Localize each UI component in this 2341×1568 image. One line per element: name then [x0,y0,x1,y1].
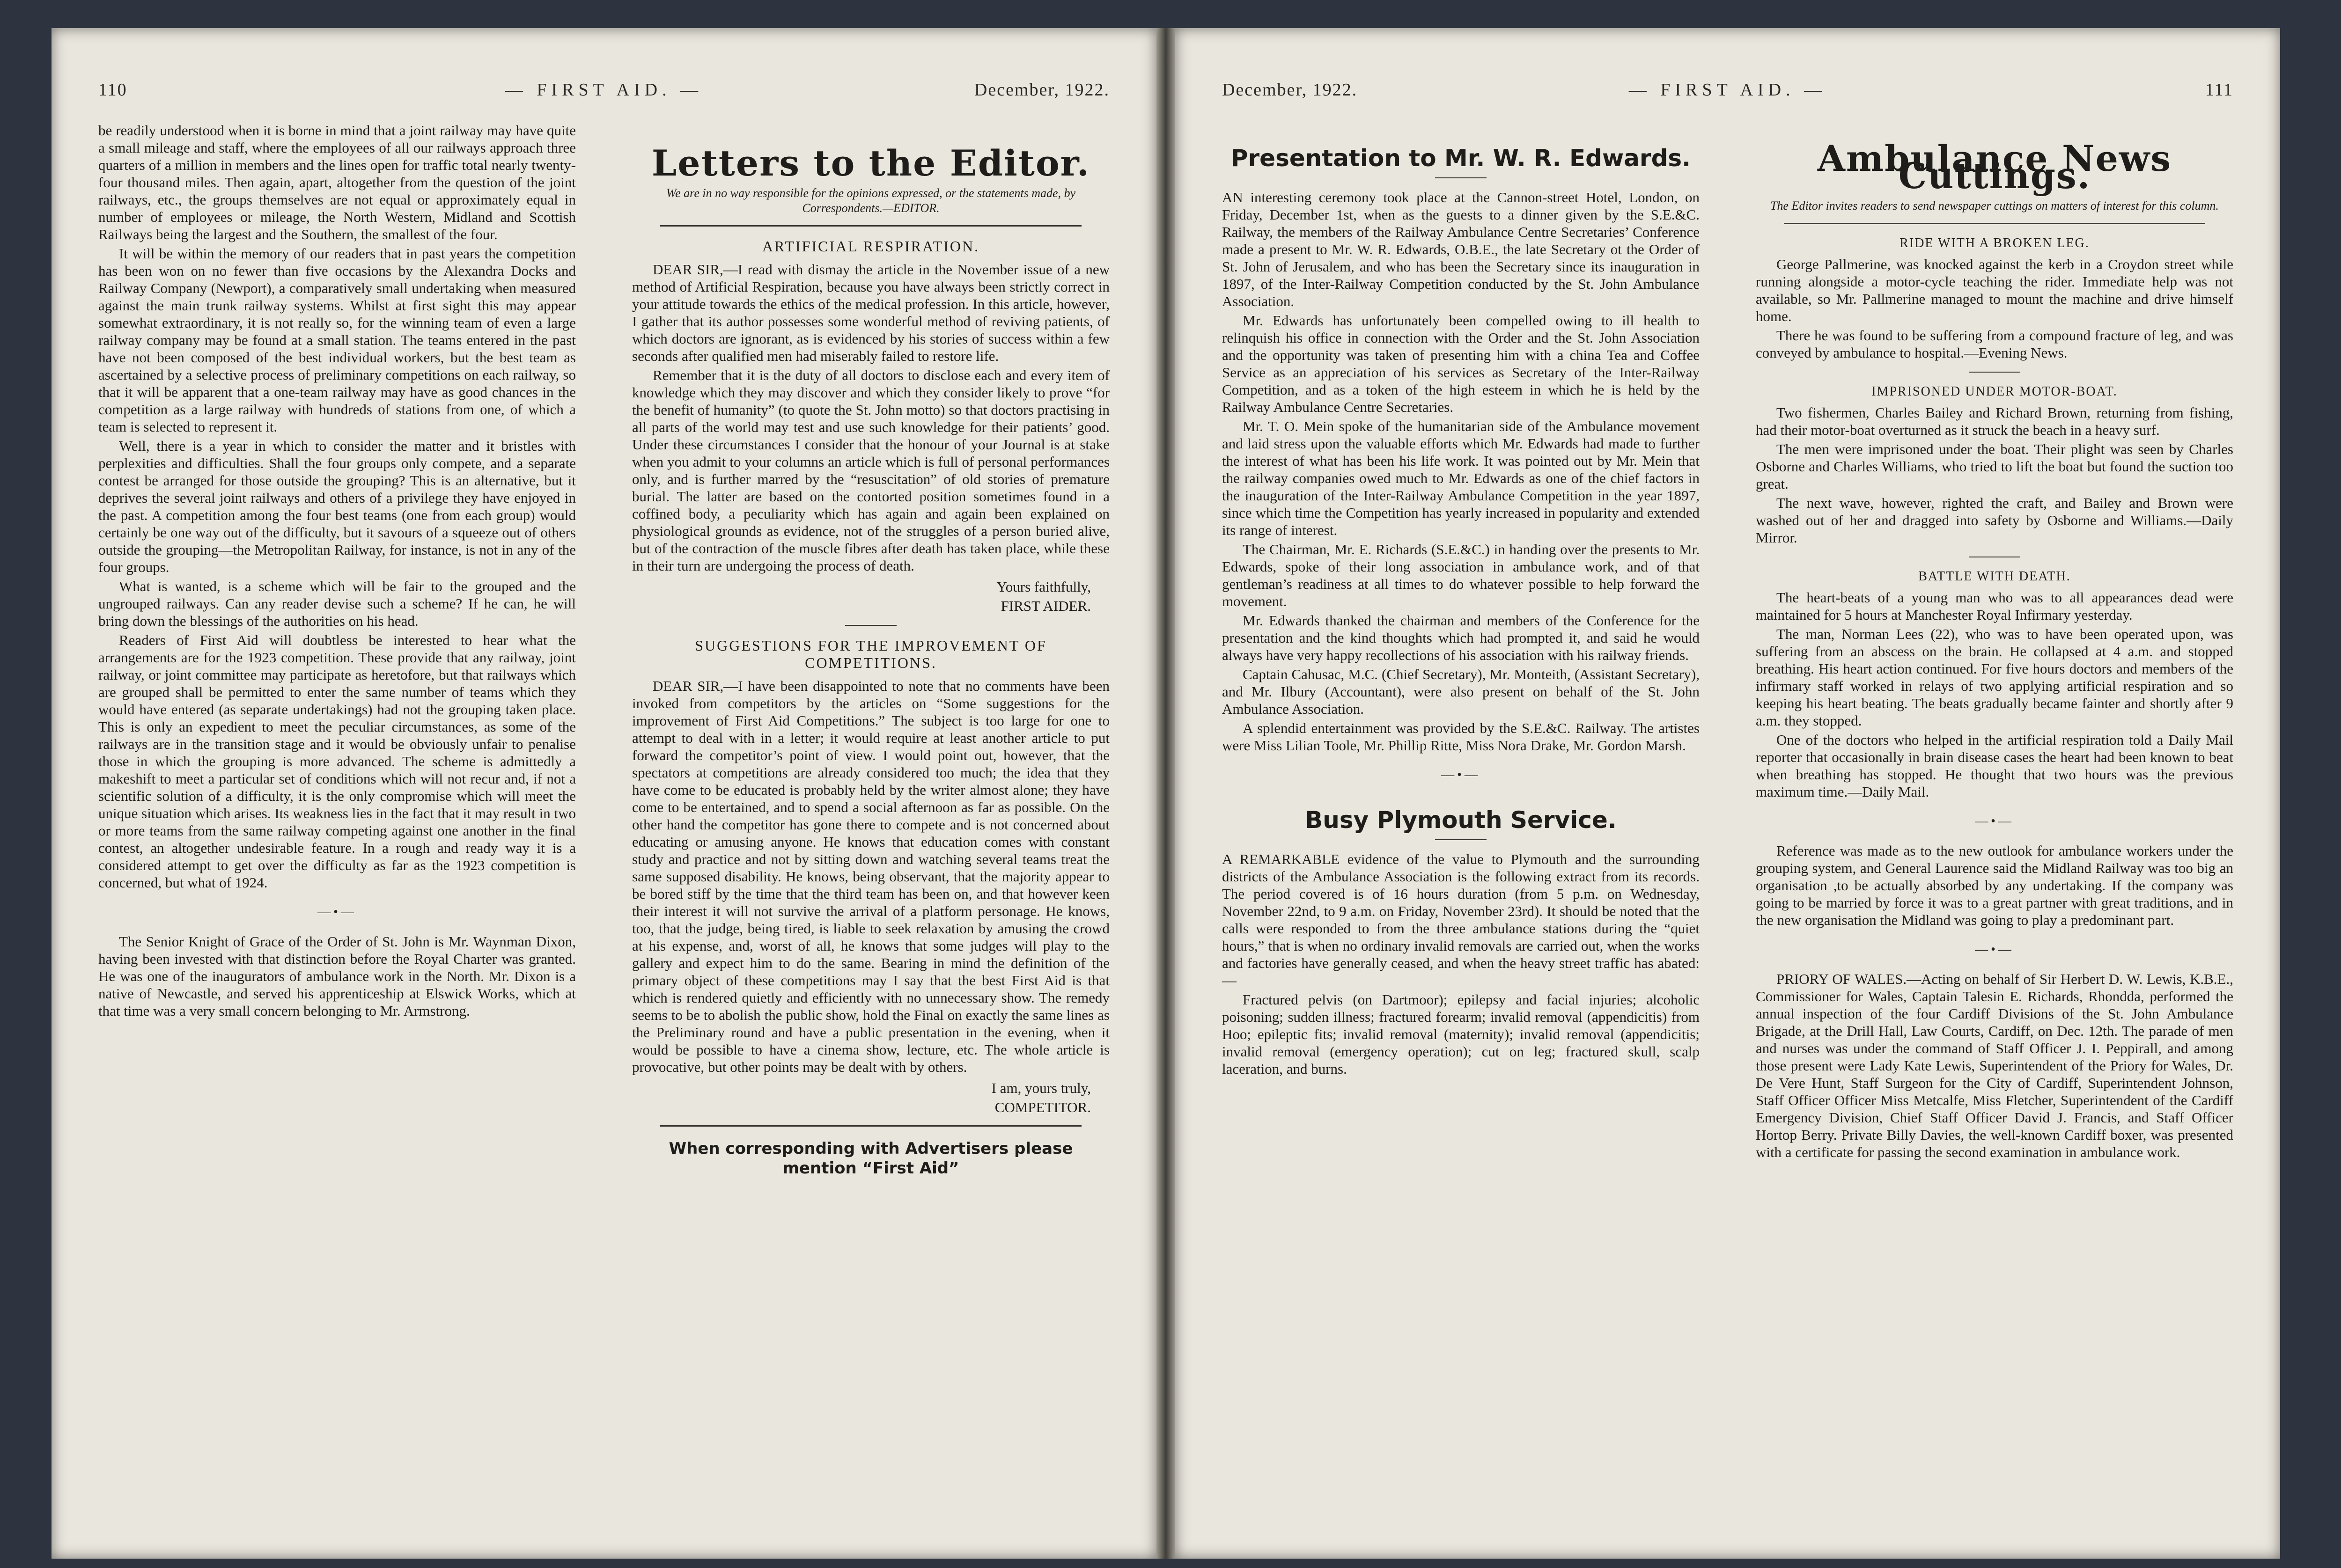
divider [1969,372,2020,373]
section-ornament: —•— [1441,768,1480,782]
divider [660,1125,1082,1127]
divider [660,225,1082,227]
paragraph: It will be within the memory of our readers that in past years the competition has been won on no fewer than five occasions by the Alexandra Docks and Railway Company (Newport), a comparatively small undertaking when measured against the main trunk railway systems. Whilst at first sight this may appear somewhat extraordinary, it is not really so, for the winning team of even a large railway company may be found at a small station. The teams entered in the past have not been composed of the best individual workers, but the best team as ascertained by a selective process of preliminary competitions on each railway, so that it will be apparent that a one-team railway may have as good chances in the competition as a large railway with hundreds of stations from one, of which a team is selected to represent it. [98,245,576,435]
issue-date: December, 1922. [1222,80,1358,100]
right-running-head [1222,80,2233,108]
letter-signature: COMPETITOR. [994,1099,1091,1115]
paragraph: The next wave, however, righted the craft, and Bailey and Brown were washed out of her and dragged into safety by Osborne and Williams.—Daily Mirror. [1756,495,2233,546]
left-running-head [98,80,1110,108]
section-ornament: —•— [317,905,357,919]
running-title: — FIRST AID. — [505,80,703,100]
cutting-title: BATTLE WITH DEATH. [1918,569,2071,584]
right-column-2 [1756,122,2233,1163]
paragraph: Well, there is a year in which to consider the matter and it bristles with perplexities and difficulties. Shall the four groups only compete, and a separate contest be arranged for those outside the grouping? This is an alternative, but it deprives the several joint railways and others of a privilege they have enjoyed in the past. A competition among the four best teams (one from each group) would certainly be one way out of the difficulty, but it savours of a squeeze out of others outside the grouping—the Metropolitan Railway, for instance, is not in any of the four groups. [98,438,576,575]
divider [1435,839,1487,840]
letter-title: ARTIFICIAL RESPIRATION. [762,238,980,255]
paragraph: Mr. Edwards has unfortunately been compelled owing to ill health to relinquish his office in connection with the Order and the St. John Association and the opportunity was taken of presenting him with a china Tea and Coffee Service as an appreciation of his services as Secretary of the Inter-Railway Competition, and as a token of the high esteem in which he is held by the Railway Ambulance Centre Secretaries. [1222,312,1700,415]
letters-masthead: Letters to the Editor. [651,142,1090,184]
page-number: 111 [2205,80,2233,100]
paragraph: Captain Cahusac, M.C. (Chief Secretary), Mr. Monteith, (Assistant Secretary), and Mr. Ilbury (Accountant), were also present on behalf of the St. John Ambulance Association. [1222,666,1700,717]
paragraph: There he was found to be suffering from a compound fracture of leg, and was conveyed by ambulance to hospital.—Evening News. [1756,327,2233,361]
paragraph: Reference was made as to the new outlook for ambulance workers under the grouping system, and General Laurence said the Midland Railway was too big an organisation ,to be actually absorbed by any undertaking. If the company was going to be married by force it was to a great partner with great traditions, and in the new organisation the Midland was going to play a predominant part. [1756,843,2233,928]
paragraph: Fractured pelvis (on Dartmoor); epilepsy and facial injuries; alcoholic poisoning; sudden illness; fractured forearm; invalid removal (appendicitis) from Hoo; epileptic fits; invalid removal (maternity); invalid removal (appendicitis; invalid removal (emergency operation); cut on leg; fractured skull, scalp laceration, and burns. [1222,991,1700,1077]
right-page [1175,28,2280,1559]
paragraph: be readily understood when it is borne in mind that a joint railway may have quite a small mileage and staff, where the employees of all our railways approach three quarters of a million in members and the lines open for traffic total nearly twenty-four thousand miles. Then again, apart, altogether from the question of the joint railways, etc., the groups themselves are not equal or approximately equal in number of employees or mileage, the North Western, Midland and Scottish Railways being the largest and the Southern, the smallest of the four. [98,122,576,242]
letter-signoff: I am, yours truly, [991,1080,1091,1096]
advertiser-notice: When corresponding with Advertisers please mention “First Aid” [669,1139,1073,1178]
letter-signature: FIRST AIDER. [1001,598,1091,614]
editor-invitation: The Editor invites readers to send newspaper cuttings on matters of interest for this column. [1770,199,2219,212]
issue-date: December, 1922. [974,80,1110,100]
paragraph: George Pallmerine, was knocked against the kerb in a Croydon street while running alongside a motor-cycle teaching the rider. Immediate help was not available, so Mr. Pallmerine managed to mount the machine and drive himself home. [1756,256,2233,324]
cutting-title: IMPRISONED UNDER MOTOR-BOAT. [1871,384,2118,399]
page-number: 110 [98,80,127,100]
left-column-1 [98,122,576,1021]
presentation-heading: Presentation to Mr. W. R. Edwards. [1230,145,1691,172]
divider [1784,223,2205,224]
divider [1435,177,1487,178]
paragraph: The heart-beats of a young man who was to all appearances dead were maintained for 5 hours at Manchester Royal Infirmary yesterday. [1756,589,2233,623]
left-page [52,28,1156,1559]
paragraph: Mr. T. O. Mein spoke of the humanitarian side of the Ambulance movement and laid stress upon the valuable efforts which Mr. Edwards had made to further the interest of what has been his life work. It was pointed out by Mr. Mein that the railway companies owed much to Mr. Edwards as one of the chief factors in the inauguration of the Inter-Railway Ambulance Competition in the year 1897, since which time the Competition has yearly increased in popularity and extended its range of interest. [1222,418,1700,538]
paragraph: Mr. Edwards thanked the chairman and members of the Conference for the presentation and the kind thoughts which had prompted it, and said he would always have very happy recollections of his association with his railway friends. [1222,612,1700,663]
cutting-title: RIDE WITH A BROKEN LEG. [1899,236,2090,250]
paragraph: The men were imprisoned under the boat. Their plight was seen by Charles Osborne and Charles Williams, who tried to lift the boat but found the suction too great. [1756,441,2233,492]
paragraph: Remember that it is the duty of all doctors to disclose each and every item of knowledge which they may discover and which they consider likely to prove “for the benefit of humanity” (to quote the St. John motto) so that doctors practising in all parts of the world may test and use such knowledge for their patients’ good. Under these circumstances I consider that the honour of your Journal is at stake when you admit to your columns an article which is full of personal performances only, and is further marred by the “resuscitation” of old stories of premature burial. The latter are based on the contorted position sometimes found in a coffined body, a peculiarity which has again and again been explained on physiological grounds as evidence, not of the struggles of a person buried alive, but of the contraction of the muscle fibres after death has taken place, while these in their turn are undergoing the process of death. [632,367,1110,574]
paragraph: DEAR SIR,—I read with dismay the article in the November issue of a new method of Artificial Respiration, because you have always been strictly correct in your attitude towards the ethics of the medical profession. In this article, however, I gather that its author possesses some wonderful method of reviving patients, of which doctors are ignorant, as is evidenced by his stories of success within a few seconds after qualified men had miserably failed to restore life. [632,261,1110,364]
paragraph: The man, Norman Lees (22), who was to have been operated upon, was suffering from an abscess on the brain. He collapsed at 4 a.m. and stopped breathing. His heart action continued. For five hours doctors and members of the infirmary staff worked in relays of two applying artificial respiration and so keeping his heart beating. The beats gradually became fainter and shortly after 9 a.m. they stopped. [1756,626,2233,729]
right-column-1 [1222,122,1700,1079]
left-column-2 [632,122,1110,1178]
paragraph: A splendid entertainment was provided by the S.E.&C. Railway. The artistes were Miss Lilian Toole, Mr. Phillip Ritte, Miss Nora Drake, Mr. Gordon Marsh. [1222,720,1700,754]
section-ornament: —•— [1975,942,2014,957]
paragraph: A REMARKABLE evidence of the value to Plymouth and the surrounding districts of the Ambulance Association is the following extract from its records. The period covered is of 16 hours duration (from 5 p.m. on Wednesday, November 22nd, to 9 a.m. on Friday, November 23rd). It should be noted that the calls were responded to from the three ambulance stations during the “quiet hours,” that is when no ordinary invalid removals are carried out, when the works and factories have generally ceased, and when the heavy street traffic has abated:— [1222,851,1700,989]
paragraph: Readers of First Aid will doubtless be interested to hear what the arrangements are for the 1923 competition. These provide that any railway, joint railway, or joint committee may participate as heretofore, but that railways which are grouped shall be permitted to enter the same number of teams which they would have entered (as separate undertakings) had not the grouping taken place. This is only an expedient to meet the peculiar circumstances, as some of the railways are in the transition stage and it would be obviously unfair to penalise those in which the grouping is more advanced. The scheme is admittedly a makeshift to meet a particular set of conditions which will not recur and, if not a scientific solution of a difficulty, it is the only compromise which will meet the unique situation which arises. Its weakness lies in the fact that it may result in two or more teams from the same railway competing against one another in the final contest, an altogether undesirable feature. In a rough and ready way it is a considered attempt to get over the difficulty as far as the 1923 competition is concerned, but what of 1924. [98,632,576,891]
book-gutter [1156,28,1175,1559]
paragraph: Two fishermen, Charles Bailey and Richard Brown, returning from fishing, had their motor-boat overturned as it struck the beach in a heavy surf. [1756,404,2233,438]
paragraph: What is wanted, is a scheme which will be fair to the grouped and the ungrouped railways. Can any reader devise such a scheme? If he can, he will bring down the blessings of the authorities on his head. [98,578,576,629]
paragraph: PRIORY OF WALES.—Acting on behalf of Sir Herbert D. W. Lewis, K.B.E., Commissioner for Wales, Captain Talesin E. Richards, Rhondda, performed the annual inspection of the four Cardiff Divisions of the St. John Ambulance Brigade, at the Drill Hall, Law Courts, Cardiff, on Dec. 12th. The parade of men and nurses was under the command of Staff Officer J. I. Peppirall, and among those present were Lady Kate Lewis, Superintendent of the Priory for Wales, Dr. De Vere Hunt, Staff Surgeon for the City of Cardiff, Superintendent Johnson, Staff Officer Officer Miss Metcalfe, Miss Fletcher, Superintendent of the Cardiff Emergency Division, Chief Staff Officer David J. Francis, and Staff Officer Hortop Berry. Private Billy Davies, the well-known Cardiff boxer, was presented with a certificate for passing the second examination in ambulance work. [1756,971,2233,1160]
paragraph: AN interesting ceremony took place at the Cannon-street Hotel, London, on Friday, December 1st, when as the guests to a dinner given by the S.E.&C. Railway, the members of the Railway Ambulance Centre Secretaries’ Conference made a present to Mr. W. R. Edwards, O.B.E., the late Secretary ot the Order of St. John of Jerusalem, and who has been the Secretary since its inauguration in 1897, of the Inter-Railway Competition conducted by the St. John Ambulance Association. [1222,189,1700,309]
paragraph: The Senior Knight of Grace of the Order of St. John is Mr. Waynman Dixon, having been invested with that distinction before the Royal Charter was granted. He was one of the inaugurators of ambulance work in the North. Mr. Dixon is a native of Newcastle, and served his apprenticeship at Elswick Works, which at that time was a very small concern belonging to Mr. Armstrong. [98,933,576,1019]
letter-title: SUGGESTIONS FOR THE IMPROVEMENT OF COMPETITIONS. [695,637,1047,671]
letter-signoff: Yours faithfully, [996,579,1091,595]
ambulance-news-masthead: Ambulance News Cuttings. [1817,138,2172,197]
paragraph: DEAR SIR,—I have been disappointed to note that no comments have been invoked from competitors by the articles on “Some suggestions for the improvement of First Aid Competitions.” The subject is too large for one to attempt to deal with in a letter; it would require at least another article to put forward the competitor’s point of view. I would point out, however, that the spectators at competitions are already considered too much; the idea that they have come to be educated is probably held by the writer almost alone; they have come to be entertained, and to spend a social afternoon as far as possible. On the other hand the competitor has gone there to compete and is not concerned about educating or amusing anyone. He knows that education comes with constant study and practice and not by sitting down and watching several teams treat the same supposed disability. He knows, being observant, that the majority appear to be bored stiff by the time that the third team has been on, and that however keen their interest it will not survive the arrival of a platform personage. He knows, too, that the judge, being tired, is liable to seek relaxation by amusing the crowd at his expense, and, worst of all, he knows that some judges will play to the gallery and expect him to do the same. Bearing in mind the definition of the primary object of these competitions may I say that the best First Aid is that which is rendered quietly and efficiently with no unnecessary show. The remedy seems to be to abolish the public show, hold the Final on exactly the same lines as the Preliminary round and have a public presentation in the evening, when it would be possible to have a cinema show, lecture, etc. The whole article is provocative, but other points may be dealt with by others. [632,678,1110,1075]
running-title: — FIRST AID. — [1628,80,1827,100]
paragraph: The Chairman, Mr. E. Richards (S.E.&C.) in handing over the presents to Mr. Edwards, spoke of their long association in ambulance work, and of that gentleman’s readiness at all times to do whatever possible to help forward the movement. [1222,541,1700,609]
section-ornament: —•— [1975,814,2014,828]
divider [845,625,897,626]
paragraph: One of the doctors who helped in the artificial respiration told a Daily Mail reporter that occasionally in brain disease cases the heart had been known to beat when breathing has stopped. He thought that two hours was the previous maximum time.—Daily Mail. [1756,732,2233,800]
plymouth-heading: Busy Plymouth Service. [1305,806,1617,834]
editor-disclaimer: We are in no way responsible for the opinions expressed, or the statements made, by Correspondents.—EDITOR. [666,186,1076,215]
